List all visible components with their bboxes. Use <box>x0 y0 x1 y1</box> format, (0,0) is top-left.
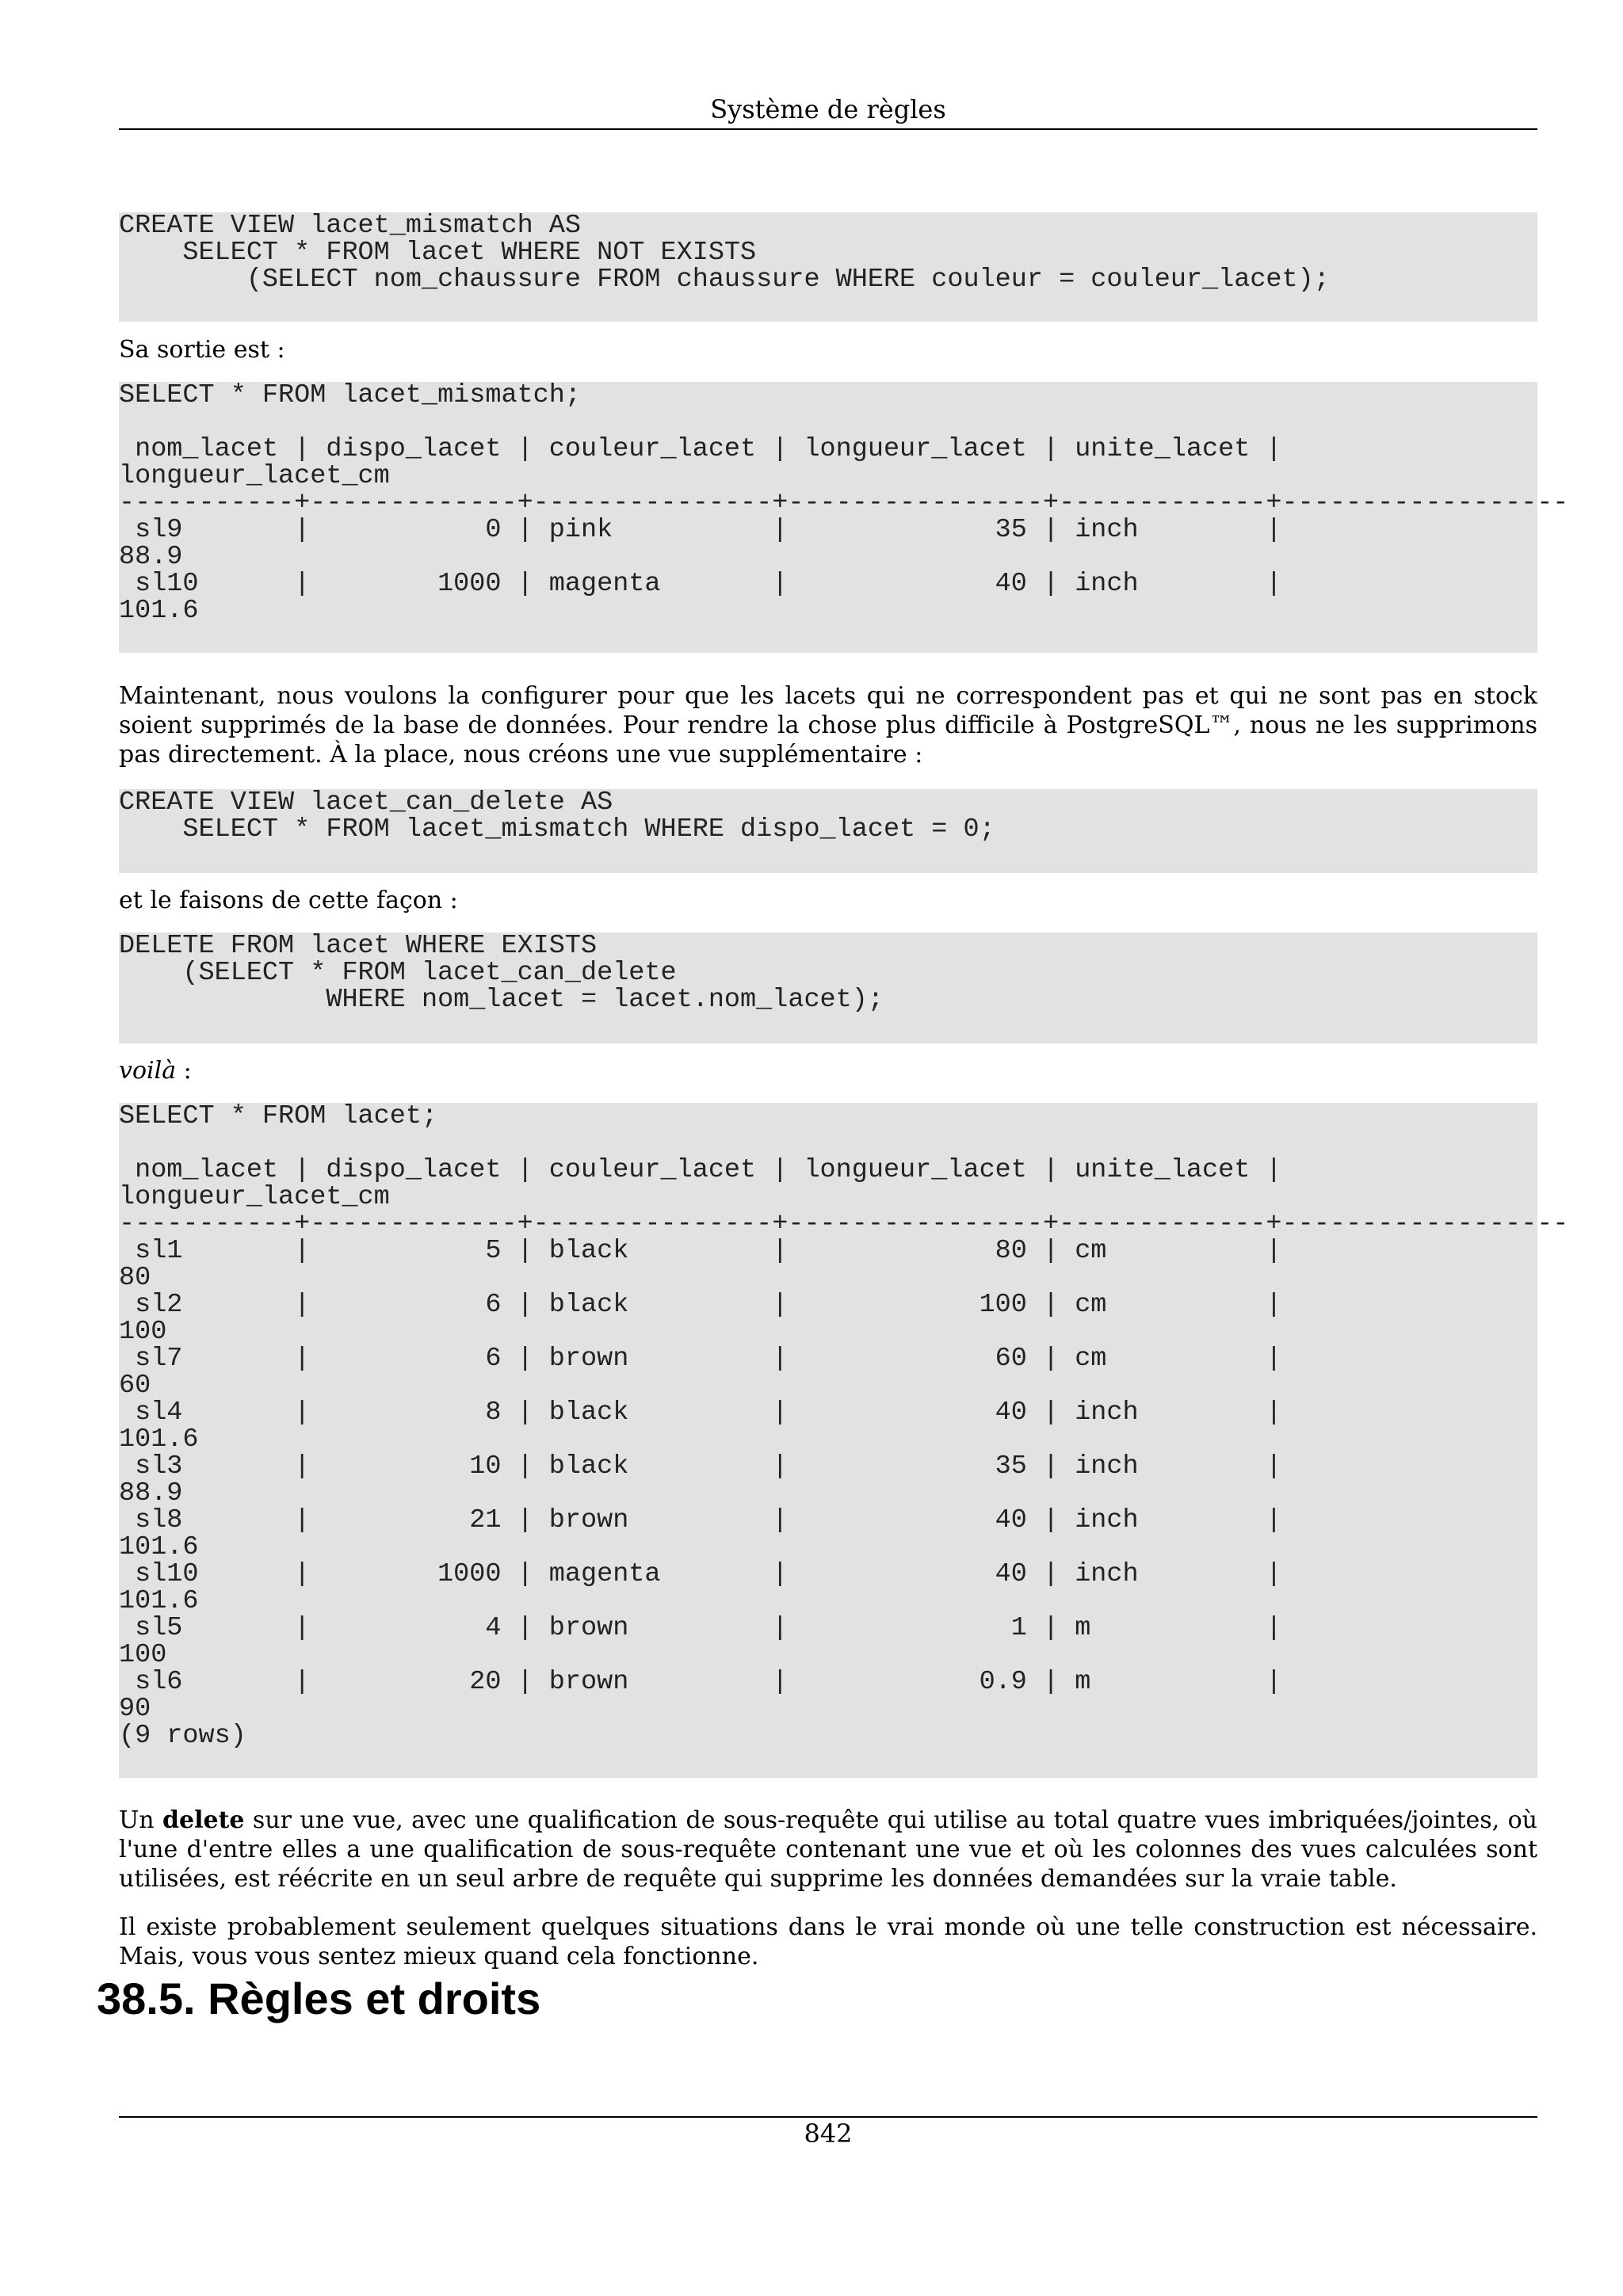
code-line: 80 <box>119 1263 151 1293</box>
code-line: sl7 | 6 | brown | 60 | cm | <box>119 1344 1282 1374</box>
code-line: DELETE FROM lacet WHERE EXISTS <box>119 931 598 961</box>
code-line: 60 <box>119 1371 151 1401</box>
code-line: sl9 | 0 | pink | 35 | inch | <box>119 515 1282 545</box>
code-line: (SELECT nom_chaussure FROM chaussure WHERE couleur = couleur_lacet); <box>119 265 1330 295</box>
code-block-create-mismatch <box>119 212 1537 322</box>
code-line: sl3 | 10 | black | 35 | inch | <box>119 1451 1282 1482</box>
code-line: 101.6 <box>119 596 199 626</box>
code-line: sl10 | 1000 | magenta | 40 | inch | <box>119 1559 1282 1589</box>
code-line: 101.6 <box>119 1586 199 1616</box>
code-block-create-can-delete <box>119 789 1537 873</box>
code-line: SELECT * FROM lacet_mismatch; <box>119 380 581 410</box>
paragraph-conclusion: Il existe probablement seulement quelques situations dans le vrai monde où une telle construction est nécessaire. Mais, vous vous sentez mieux quand cela fonctionne. <box>119 1913 1537 1970</box>
paragraph-explanation: Maintenant, nous voulons la configurer pour que les lacets qui ne correspondent pas et qui ne sont pas en stock soient supprimés de la base de données. Pour rendre la chose plus difficile à PostgreSQL™, nous ne les supprimons pas directement. À la place, nous créons une vue supplémentaire : <box>119 682 1537 769</box>
code-line: 101.6 <box>119 1532 199 1562</box>
code-line: longueur_lacet_cm <box>119 1182 390 1212</box>
code-line: longueur_lacet_cm <box>119 461 390 491</box>
code-line: 101.6 <box>119 1425 199 1455</box>
code-line: sl5 | 4 | brown | 1 | m | <box>119 1613 1282 1643</box>
code-line: 88.9 <box>119 542 183 572</box>
code-line: SELECT * FROM lacet WHERE NOT EXISTS <box>119 238 757 268</box>
running-header: Système de règles <box>710 94 946 124</box>
delete-text-start: Un <box>119 1806 163 1834</box>
code-line: -----------+-------------+---------------+----------------+-------------+------------------ <box>119 1209 1569 1239</box>
code-block-delete <box>119 933 1537 1043</box>
paragraph-output-intro: Sa sortie est : <box>119 336 285 364</box>
paragraph-voila <box>119 1056 1537 1085</box>
page-number: 842 <box>804 2119 853 2149</box>
code-line: sl4 | 8 | black | 40 | inch | <box>119 1398 1282 1428</box>
code-line: (SELECT * FROM lacet_can_delete <box>119 958 677 988</box>
header-rule <box>119 128 1537 130</box>
code-line: -----------+-------------+---------------+----------------+-------------+------------------ <box>119 488 1569 518</box>
code-line: 88.9 <box>119 1478 183 1508</box>
delete-keyword: delete <box>162 1806 245 1834</box>
code-line: nom_lacet | dispo_lacet | couleur_lacet | longueur_lacet | unite_lacet | <box>119 434 1282 464</box>
code-line: sl2 | 6 | black | 100 | cm | <box>119 1290 1282 1320</box>
code-line: 100 <box>119 1640 167 1670</box>
paragraph-delete-explained <box>119 1806 1537 1894</box>
code-block-select-mismatch <box>119 380 1569 653</box>
code-line: (9 rows) <box>119 1721 246 1751</box>
code-line: sl8 | 21 | brown | 40 | inch | <box>119 1505 1282 1535</box>
code-line: SELECT * FROM lacet; <box>119 1101 438 1131</box>
code-line <box>119 1130 1537 1157</box>
code-line: 100 <box>119 1317 167 1347</box>
code-line: WHERE nom_lacet = lacet.nom_lacet); <box>119 985 884 1015</box>
voila-emphasis: voilà <box>119 1057 177 1085</box>
code-line: nom_lacet | dispo_lacet | couleur_lacet | longueur_lacet | unite_lacet | <box>119 1155 1282 1185</box>
code-line: CREATE VIEW lacet_mismatch AS <box>119 211 581 241</box>
code-line: CREATE VIEW lacet_can_delete AS <box>119 788 613 818</box>
code-line <box>119 409 1537 436</box>
delete-text-rest: sur une vue, avec une qualification de sous-requête qui utilise au total quatre vues imbriquées/jointes, où l'une d'entre elles a une qualification de sous-requête contenant une vue et où les colonnes des vues calculées sont utilisées, est réécrite en un seul arbre de requête qui supprime les données demandées sur la vraie table. <box>119 1806 1537 1893</box>
code-line: 90 <box>119 1694 151 1724</box>
paragraph-method: et le faisons de cette façon : <box>119 887 458 914</box>
code-line: sl1 | 5 | black | 80 | cm | <box>119 1236 1282 1266</box>
code-line: SELECT * FROM lacet_mismatch WHERE dispo_lacet = 0; <box>119 814 995 845</box>
code-block-select-lacet <box>119 1101 1569 1778</box>
voila-colon: : <box>176 1057 192 1085</box>
code-line: sl6 | 20 | brown | 0.9 | m | <box>119 1667 1282 1697</box>
section-heading: 38.5. Règles et droits <box>97 1974 541 2023</box>
code-line: sl10 | 1000 | magenta | 40 | inch | <box>119 569 1282 599</box>
